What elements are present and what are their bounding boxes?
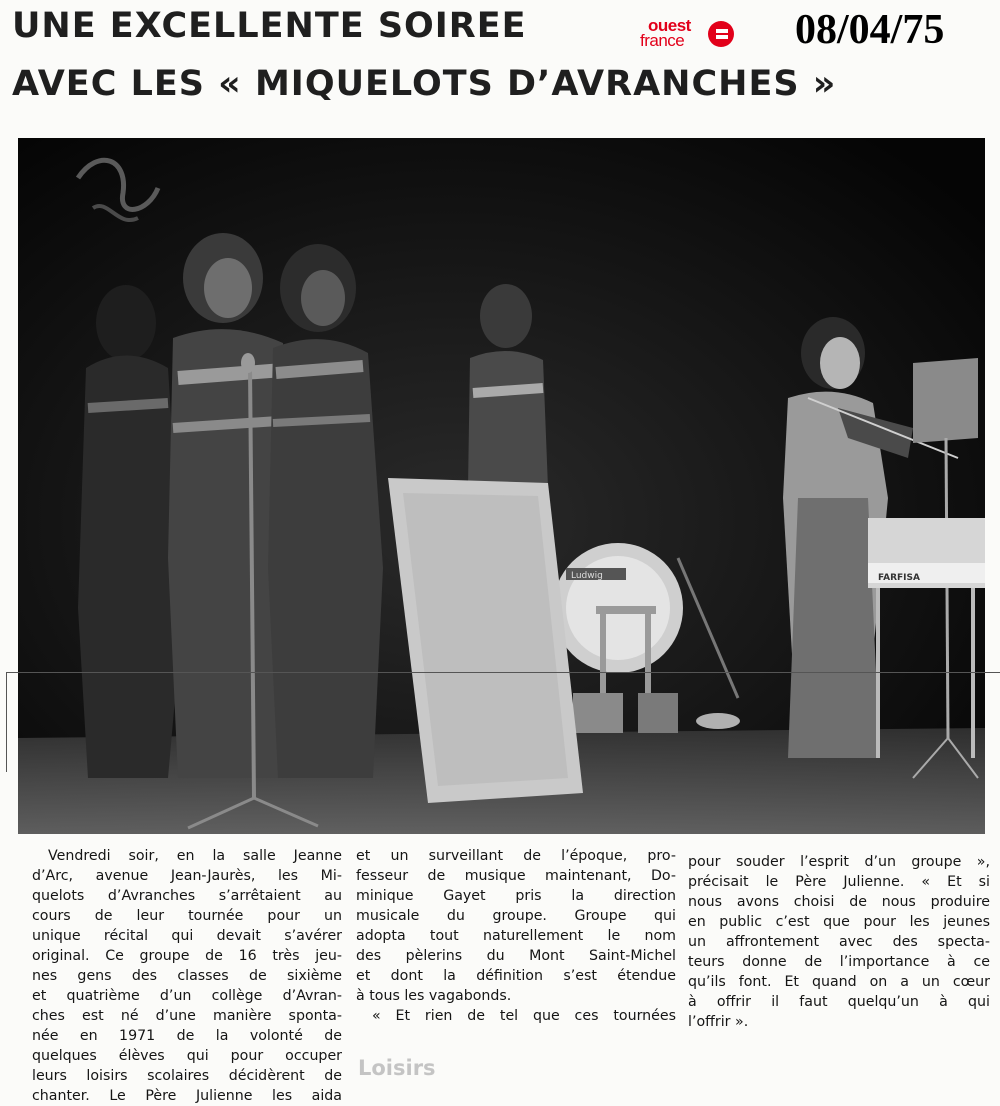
article-line: nous avons choisi de nous produire xyxy=(688,894,990,910)
article-line: en public c’est que pour les jeunes xyxy=(688,914,990,930)
ouest-france-logo xyxy=(640,16,736,50)
stage-photo xyxy=(18,138,985,834)
article-line: « Et rien de tel que ces tournées xyxy=(372,1008,676,1024)
article-line: musicale du groupe. Groupe qui xyxy=(356,908,676,924)
article-line: quelques élèves qui pour occuper xyxy=(32,1048,342,1064)
article-line: adopta tout naturellement le nom xyxy=(356,928,676,944)
drum-brand-text: Ludwig xyxy=(571,571,603,581)
article-line: original. Ce groupe de 16 très jeu- xyxy=(32,948,342,964)
article-line: cours de leur tournée pour un xyxy=(32,908,342,924)
article-line: minique Gayet pris la direction xyxy=(356,888,676,904)
article-line: teurs donne de l’importance à ce xyxy=(688,954,990,970)
article-line: un affrontement avec des specta- xyxy=(688,934,990,950)
logo-word-france: france xyxy=(640,31,685,50)
article-line: quelots d’Avranches s’arrêtaient au xyxy=(32,888,342,904)
article-line: à offrir il faut quelqu’un à qui xyxy=(688,994,990,1010)
article-line: l’offrir ». xyxy=(688,1014,749,1030)
column-rule xyxy=(6,672,1000,673)
logo-word-ouest: ouest xyxy=(648,16,691,35)
publication-date: 08/04/75 xyxy=(795,7,945,53)
piano-brand-text: FARFISA xyxy=(878,573,920,583)
article-line: chanter. Le Père Julienne les aida xyxy=(32,1088,342,1104)
article-line: nes gens des classes de sixième xyxy=(32,968,342,984)
article-column-1 xyxy=(32,846,342,1106)
article-line: qu’ils font. Et quand on a un cœur xyxy=(688,974,990,990)
article-line: unique récital qui devait s’avérer xyxy=(32,928,342,944)
article-line: et un surveillant de l’époque, pro- xyxy=(356,848,676,864)
article-line: leurs loisirs scolaires décidèrent de xyxy=(32,1068,342,1084)
article-line: ches est né d’une manière sponta- xyxy=(32,1008,342,1024)
article-line: pour souder l’esprit d’un groupe », xyxy=(688,854,990,870)
article-line: née en 1971 de la volonté de xyxy=(32,1028,342,1044)
article-body xyxy=(32,846,990,1104)
logo-mark-icon xyxy=(708,21,734,47)
article-line: fesseur de musique maintenant, Do- xyxy=(356,868,676,884)
article-line: d’Arc, avenue Jean-Jaurès, les Mi- xyxy=(32,868,342,884)
headline-line-1: UNE EXCELLENTE SOIREE xyxy=(12,6,527,46)
column-rule-left xyxy=(6,672,7,772)
article-line: à tous les vagabonds. xyxy=(356,988,512,1004)
headline-line-2: AVEC LES « MIQUELOTS D’AVRANCHES » xyxy=(12,64,837,104)
stage-photo-drawing xyxy=(18,138,985,834)
article-line: et quatrième d’un collège d’Avran- xyxy=(32,988,342,1004)
article-column-2 xyxy=(356,846,676,1026)
article-column-3 xyxy=(688,852,990,1032)
article-line: et dont la définition s’est étendue xyxy=(356,968,676,984)
article-line: Vendredi soir, en la salle Jeanne xyxy=(48,848,342,864)
article-line: des pèlerins du Mont Saint-Michel xyxy=(356,948,676,964)
article-line: précisait le Père Julienne. « Et si xyxy=(688,874,990,890)
section-label: Loisirs xyxy=(358,1056,436,1080)
